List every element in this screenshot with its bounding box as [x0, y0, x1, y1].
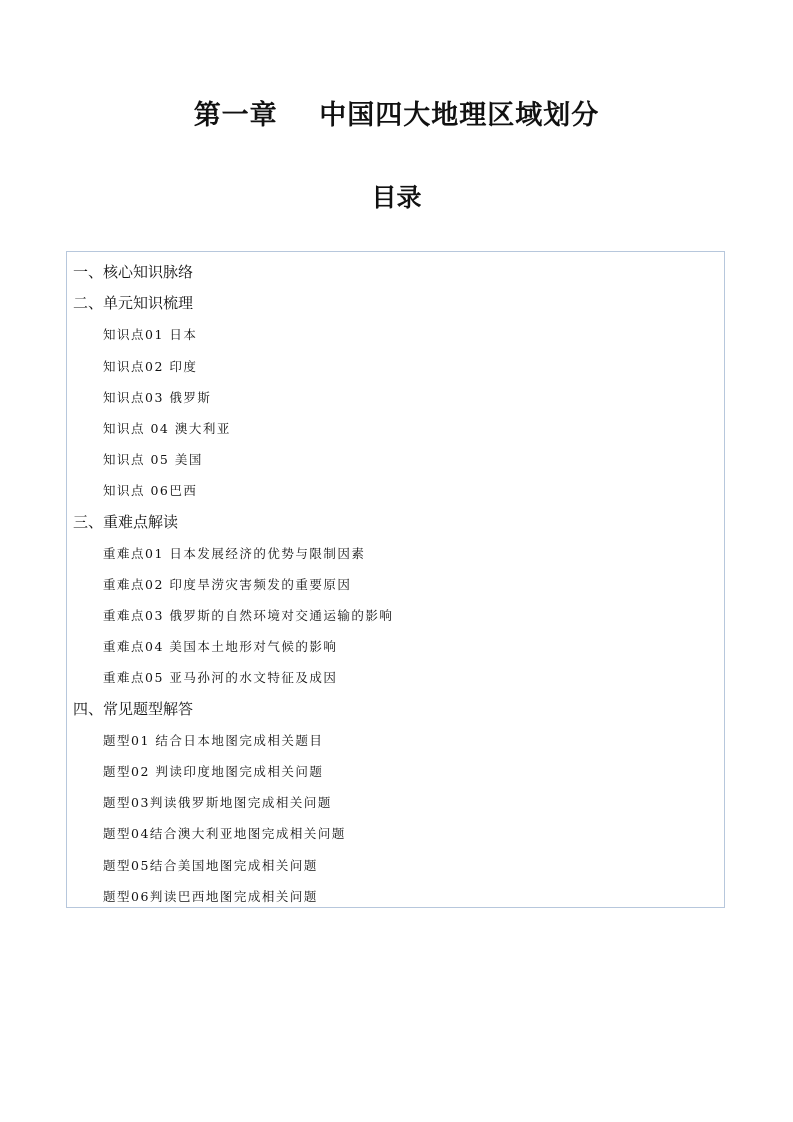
toc-entry-question-type-04[interactable]: 题型04结合澳大利亚地图完成相关问题 — [103, 826, 346, 842]
toc-entry-knowledge-06[interactable]: 知识点 06巴西 — [103, 483, 198, 499]
toc-entry-difficulty-02[interactable]: 重难点02 印度旱涝灾害频发的重要原因 — [103, 576, 352, 592]
toc-entry-difficulty-05[interactable]: 重难点05 亚马孙河的水文特征及成因 — [103, 670, 338, 686]
toc-section-1[interactable]: 一、核心知识脉络 — [73, 263, 194, 281]
toc-entry-question-type-03[interactable]: 题型03判读俄罗斯地图完成相关问题 — [103, 795, 332, 811]
toc-entry-difficulty-01[interactable]: 重难点01 日本发展经济的优势与限制因素 — [103, 545, 366, 561]
toc-entry-knowledge-01[interactable]: 知识点01 日本 — [103, 327, 198, 343]
document-title: 第一章 中国四大地理区域划分 — [193, 100, 600, 131]
toc-section-3[interactable]: 三、重难点解读 — [73, 512, 179, 531]
toc-entry-question-type-06[interactable]: 题型06判读巴西地图完成相关问题 — [103, 888, 318, 904]
toc-entry-knowledge-05[interactable]: 知识点 05 美国 — [103, 452, 203, 468]
toc-entry-knowledge-03[interactable]: 知识点03 俄罗斯 — [103, 389, 212, 405]
toc-entry-question-type-05[interactable]: 题型05结合美国地图完成相关问题 — [103, 857, 318, 873]
toc-entry-difficulty-04[interactable]: 重难点04 美国本土地形对气候的影响 — [103, 639, 338, 655]
toc-entry-question-type-02[interactable]: 题型02 判读印度地图完成相关问题 — [103, 764, 324, 779]
toc-section-2[interactable]: 二、单元知识梳理 — [73, 294, 194, 313]
toc-heading: 目录 — [371, 183, 422, 212]
toc-entry-knowledge-02[interactable]: 知识点02 印度 — [103, 358, 198, 374]
toc-section-4[interactable]: 四、常见题型解答 — [73, 699, 194, 718]
toc-list — [67, 257, 724, 912]
toc-entry-question-type-01[interactable]: 题型01 结合日本地图完成相关题目 — [103, 732, 324, 748]
table-of-contents — [66, 251, 725, 908]
toc-entry-knowledge-04[interactable]: 知识点 04 澳大利亚 — [103, 420, 231, 436]
toc-entry-difficulty-03[interactable]: 重难点03 俄罗斯的自然环境对交通运输的影响 — [103, 608, 394, 624]
